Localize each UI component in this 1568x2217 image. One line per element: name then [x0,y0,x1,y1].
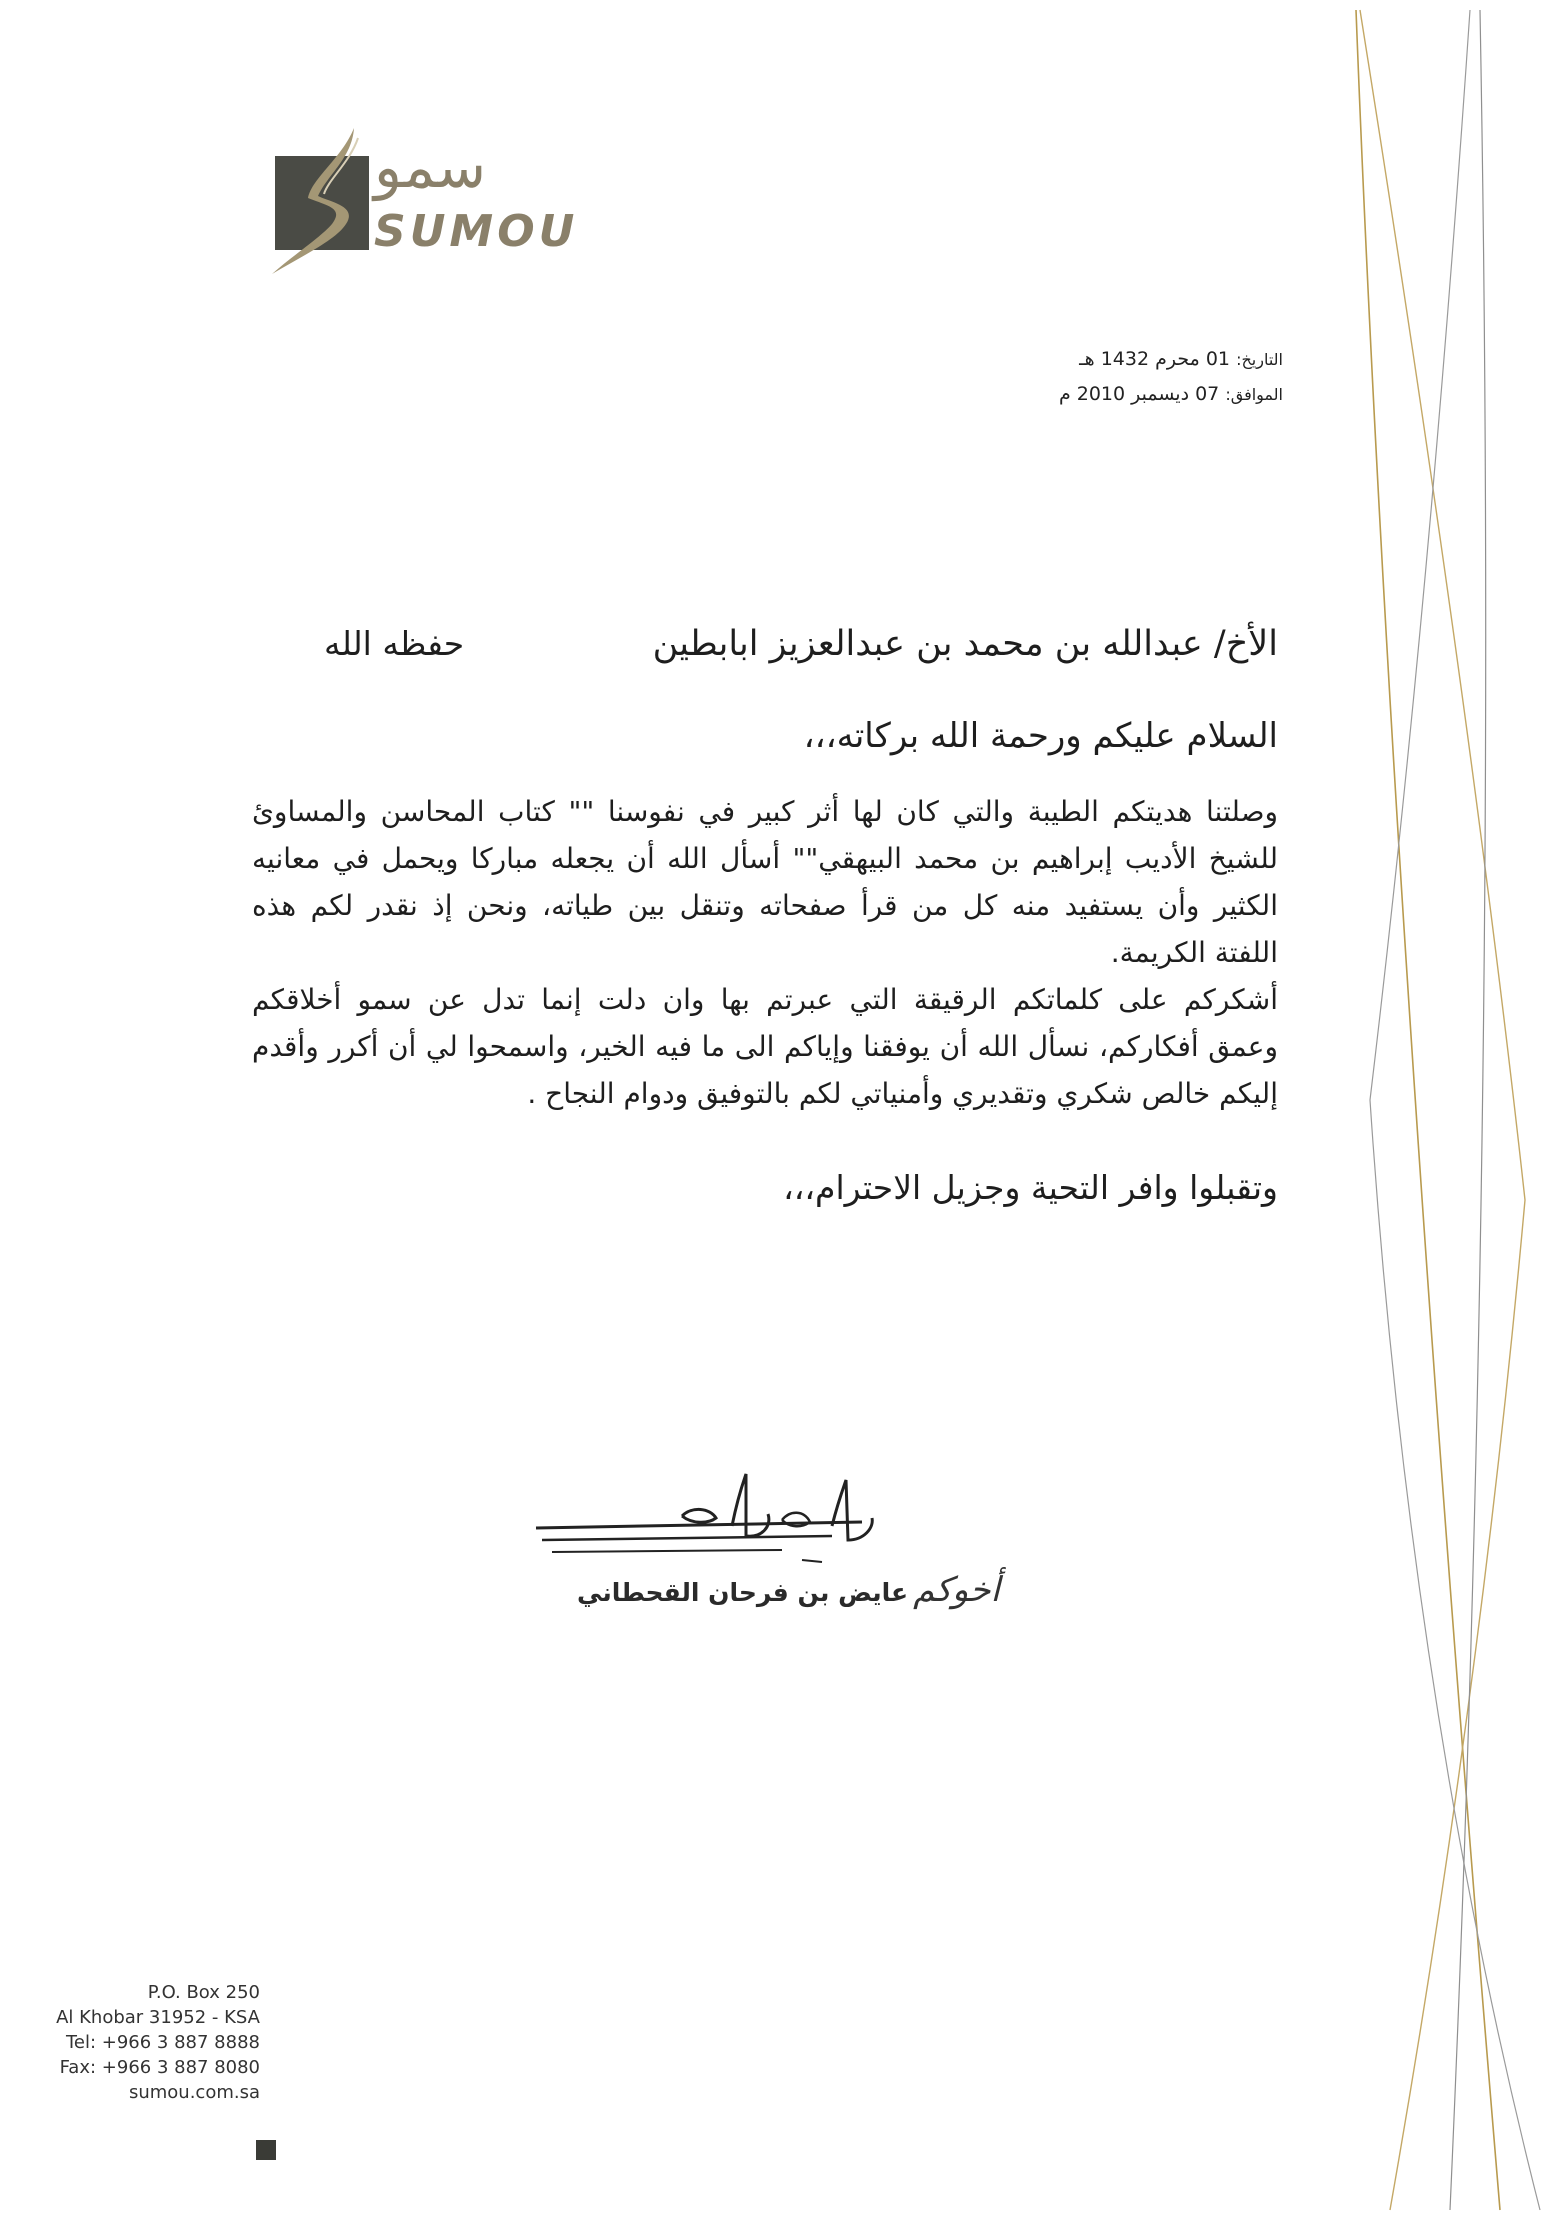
fax: Fax: +966 3 887 8080 [59,2057,260,2078]
signature-block [532,1466,1000,1650]
letter-dates [1059,342,1283,412]
telephone: Tel: +966 3 887 8888 [65,2032,260,2053]
hijri-date-label: التاريخ: [1236,350,1283,369]
body-line: أشكركم على كلماتكم الرقيقة التي عبرتم بها وان دلت إنما تدل عن سمو أخلاقكم [252,983,1278,1016]
contact-info [56,1980,260,2105]
body-line: إليكم خالص شكري وتقديري وأمنياتي لكم بالتوفيق ودوام النجاح . [527,1077,1278,1110]
body-line: وعمق أفكاركم، نسأل الله أن يوفقنا وإياكم الى ما فيه الخير، واسمحوا لي أن أكرر وأقدم [252,1030,1278,1063]
salutation: السلام عليكم ورحمة الله بركاته،،، [803,716,1278,756]
logo-arabic-text: سمو [374,133,487,201]
decorative-lines [1330,0,1568,2217]
signature-prefix: أخوكم [913,1570,1000,1610]
sumou-logo-mark [272,128,372,274]
letter-body [252,788,1278,1117]
body-line: اللفتة الكريمة. [1110,936,1278,969]
city-address: Al Khobar 31952 - KSA [56,2007,260,2028]
body-line: الكثير وأن يستفيد منه كل من قرأ صفحاته وتنقل بين طياته، ونحن إذ نقدر لكم هذه [252,889,1278,922]
gray-line-b [1450,10,1486,2210]
recipient-line: الأخ/ عبدالله بن محمد بن عبدالعزيز ابابطين [652,624,1278,664]
gregorian-date-line [1059,377,1283,412]
hijri-date-line [1059,342,1283,377]
gregorian-date-label: الموافق: [1225,385,1283,404]
hijri-date-value: 01 محرم 1432 هـ [1079,348,1231,370]
signature-caption [577,1570,1000,1610]
gregorian-date-value: 07 ديسمبر 2010 م [1058,383,1220,405]
gold-line-b [1360,10,1525,2210]
closing-line: وتقبلوا وافر التحية وجزيل الاحترام،،، [783,1168,1278,1207]
signatory-name: عايض بن فرحان القحطاني [577,1578,909,1607]
body-line: وصلتنا هديتكم الطيبة والتي كان لها أثر كبير في نفوسنا "" كتاب المحاسن والمساوئ [252,795,1278,828]
gold-line-a [1356,10,1500,2210]
sumou-logo [272,128,579,278]
logo-latin-text: SUMOU [374,206,579,257]
po-box: P.O. Box 250 [147,1982,260,2003]
website: sumou.com.sa [128,2082,260,2103]
handwritten-signature [532,1466,932,1576]
body-line: للشيخ الأديب إبراهيم بن محمد البيهقي"" أسأل الله أن يجعله مباركا ويحمل في معانيه [252,842,1278,875]
footer-mark [256,2140,276,2160]
recipient-blessing: حفظه الله [324,624,465,663]
